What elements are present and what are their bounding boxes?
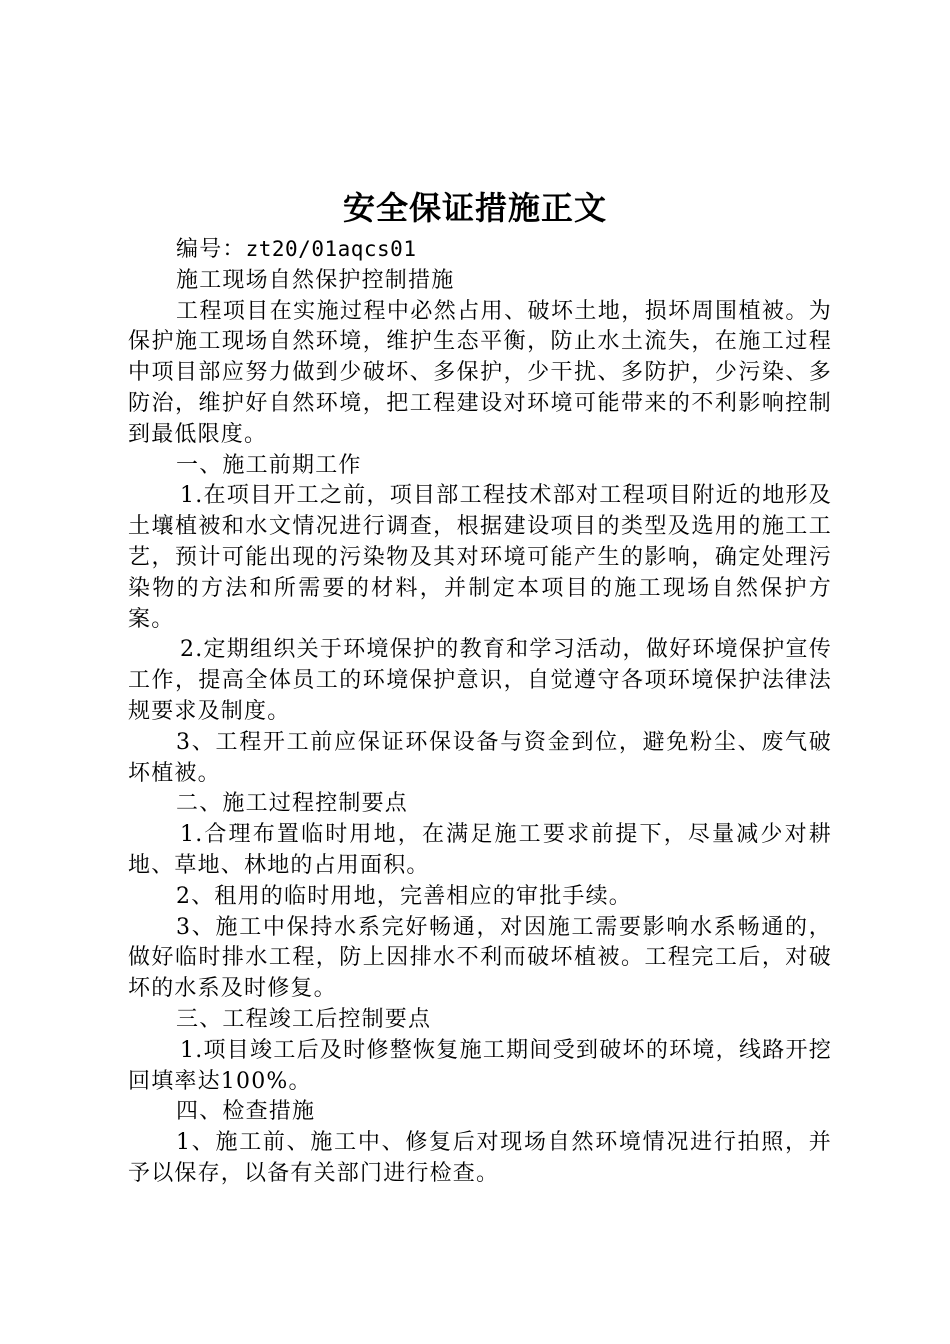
document-code-label: 编号： <box>176 237 246 262</box>
list-item: 1.合理布置临时用地，在满足施工要求前提下，尽量减少对耕地、草地、林地的占用面积。 <box>128 822 832 878</box>
document-title: 安全保证措施正文 <box>342 189 607 227</box>
list-item: 2、租用的临时用地，完善相应的审批手续。 <box>176 883 632 909</box>
document-code-line <box>128 234 832 266</box>
section-heading: 施工现场自然保护控制措施 <box>176 267 455 293</box>
list-item: 2.定期组织关于环境保护的教育和学习活动，做好环境保护宣传工作，提高全体员工的环境保护意识，自觉遵守各项环境保护法律法规要求及制度。 <box>128 637 832 724</box>
list-item: 1.在项目开工之前，项目部工程技术部对工程项目附近的地形及土壤植被和水文情况进行调查，根据建设项目的类型及选用的施工工艺，预计可能出现的污染物及其对环境可能产生的影响，确定处理污染物的方法和所需要的材料，并制定本项目的施工现场自然保护方案。 <box>128 483 832 632</box>
section-heading: 二、施工过程控制要点 <box>176 791 409 817</box>
section-heading: 一、施工前期工作 <box>176 452 362 478</box>
intro-paragraph: 工程项目在实施过程中必然占用、破坏土地，损坏周围植被。为保护施工现场自然环境，维护生态平衡，防止水土流失，在施工过程中项目部应努力做到少破坏、多保护，少干扰、多防护，少污染、多防治，维护好自然环境，把工程建设对环境可能带来的不利影响控制到最低限度。 <box>128 298 832 447</box>
list-item: 3、施工中保持水系完好畅通，对因施工需要影响水系畅通的，做好临时排水工程，防上因排水不利而破坏植被。工程完工后，对破坏的水系及时修复。 <box>128 914 832 1002</box>
document-code-value: zt20/01aqcs01 <box>245 237 417 261</box>
section-heading: 四、检查措施 <box>176 1099 316 1125</box>
list-item: 1、施工前、施工中、修复后对现场自然环境情况进行拍照，并予以保存，以备有关部门进行检查。 <box>128 1130 832 1186</box>
document-body <box>128 234 832 1190</box>
section-heading: 三、工程竣工后控制要点 <box>176 1006 432 1032</box>
list-item: 1.项目竣工后及时修整恢复施工期间受到破坏的环境，线路开挖回填率达100%。 <box>128 1037 832 1094</box>
list-item: 3、工程开工前应保证环保设备与资金到位，避免粉尘、废气破坏植被。 <box>128 729 832 786</box>
